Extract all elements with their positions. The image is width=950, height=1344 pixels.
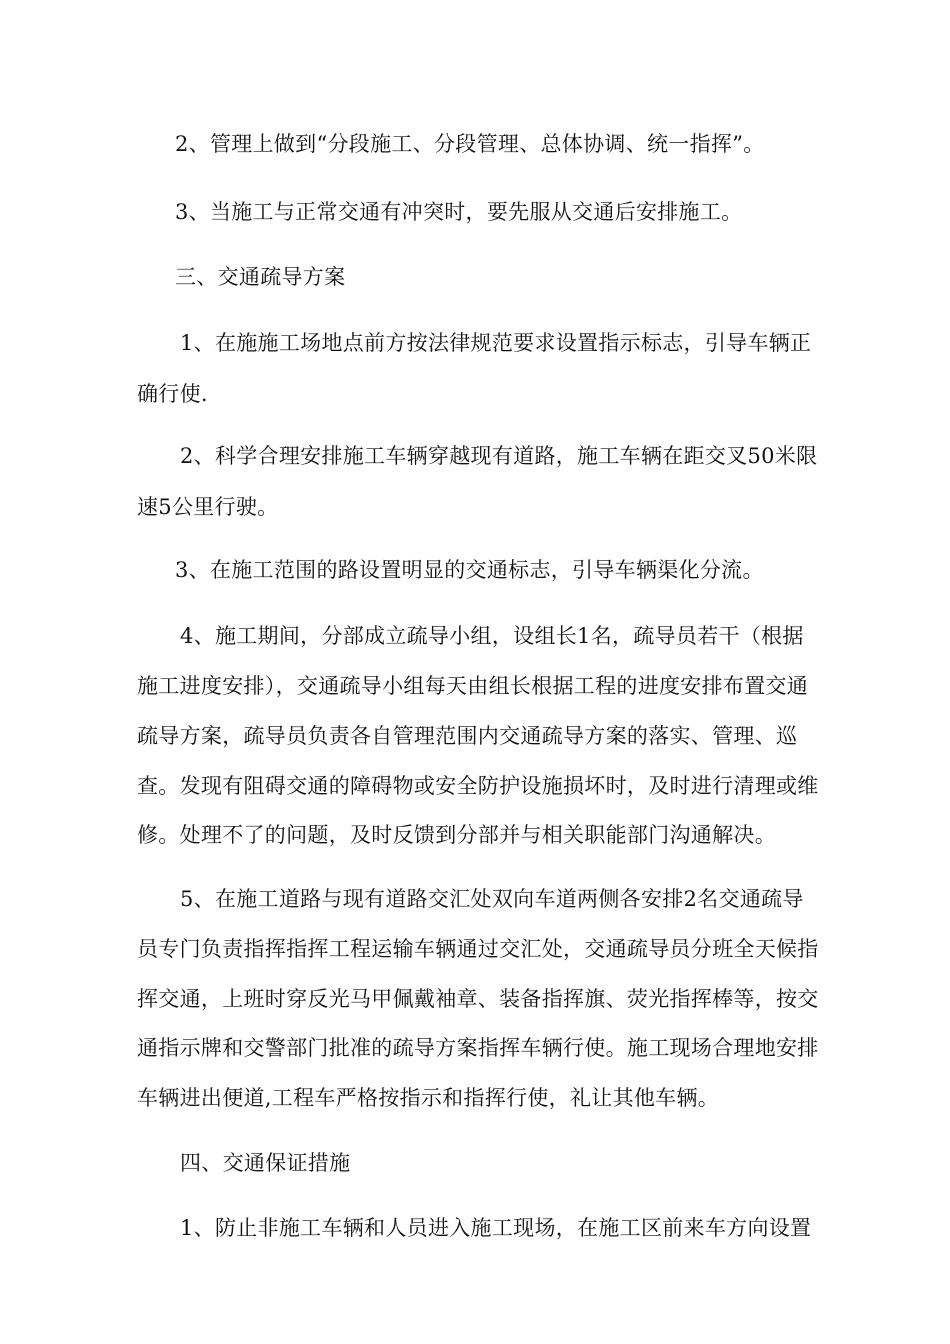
text-line: 4、施工期间，分部成立疏导小组，设组长1名，疏导员若干（根据 (180, 624, 804, 648)
text-line: 2、管理上做到“分段施工、分段管理、总体协调、统一指挥”。 (175, 132, 765, 156)
text-line: 修。处理不了的问题，及时反馈到分部并与相关职能部门沟通解决。 (137, 823, 776, 847)
text-line: 1、在施施工场地点前方按法律规范要求设置指示标志，引导车辆正 (180, 331, 812, 355)
text-line: 2、科学合理安排施工车辆穿越现有道路，施工车辆在距交叉50米限 (180, 444, 818, 468)
text-line: 施工进度安排），交通疏导小组每天由组长根据工程的进度安排布置交通 (137, 674, 809, 698)
text-line: 1、防止非施工车辆和人员进入施工现场，在施工区前来车方向设置 (180, 1216, 812, 1240)
text-line: 3、在施工范围的路设置明显的交通标志，引导车辆渠化分流。 (175, 558, 764, 582)
text-line: 5、在施工道路与现有道路交汇处双向车道两侧各安排2名交通疏导 (180, 887, 804, 911)
text-line: 确行使. (137, 382, 208, 406)
text-line: 查。发现有阻碍交通的障碍物或安全防护设施损坏时，及时进行清理或维 (137, 774, 819, 798)
text-line: 3、当施工与正常交通有冲突时，要先服从交通后安排施工。 (175, 200, 743, 224)
text-line: 疏导方案，疏导员负责各自管理范围内交通疏导方案的落实、管理、巡 (137, 724, 798, 748)
text-line: 速5公里行驶。 (137, 495, 279, 519)
text-line: 挥交通，上班时穿反光马甲佩戴袖章、装备指挥旗、荧光指挥棒等，按交 (137, 987, 819, 1011)
text-line: 通指示牌和交警部门批准的疏导方案指挥车辆行使。施工现场合理地安排 (137, 1036, 819, 1060)
text-line: 员专门负责指挥指挥工程运输车辆通过交汇处，交通疏导员分班全天候指 (137, 937, 819, 961)
text-line: 车辆进出便道,工程车严格按指示和指挥行使，礼让其他车辆。 (137, 1086, 720, 1110)
section-heading: 四、交通保证措施 (180, 1151, 351, 1175)
section-heading: 三、交通疏导方案 (175, 265, 346, 289)
